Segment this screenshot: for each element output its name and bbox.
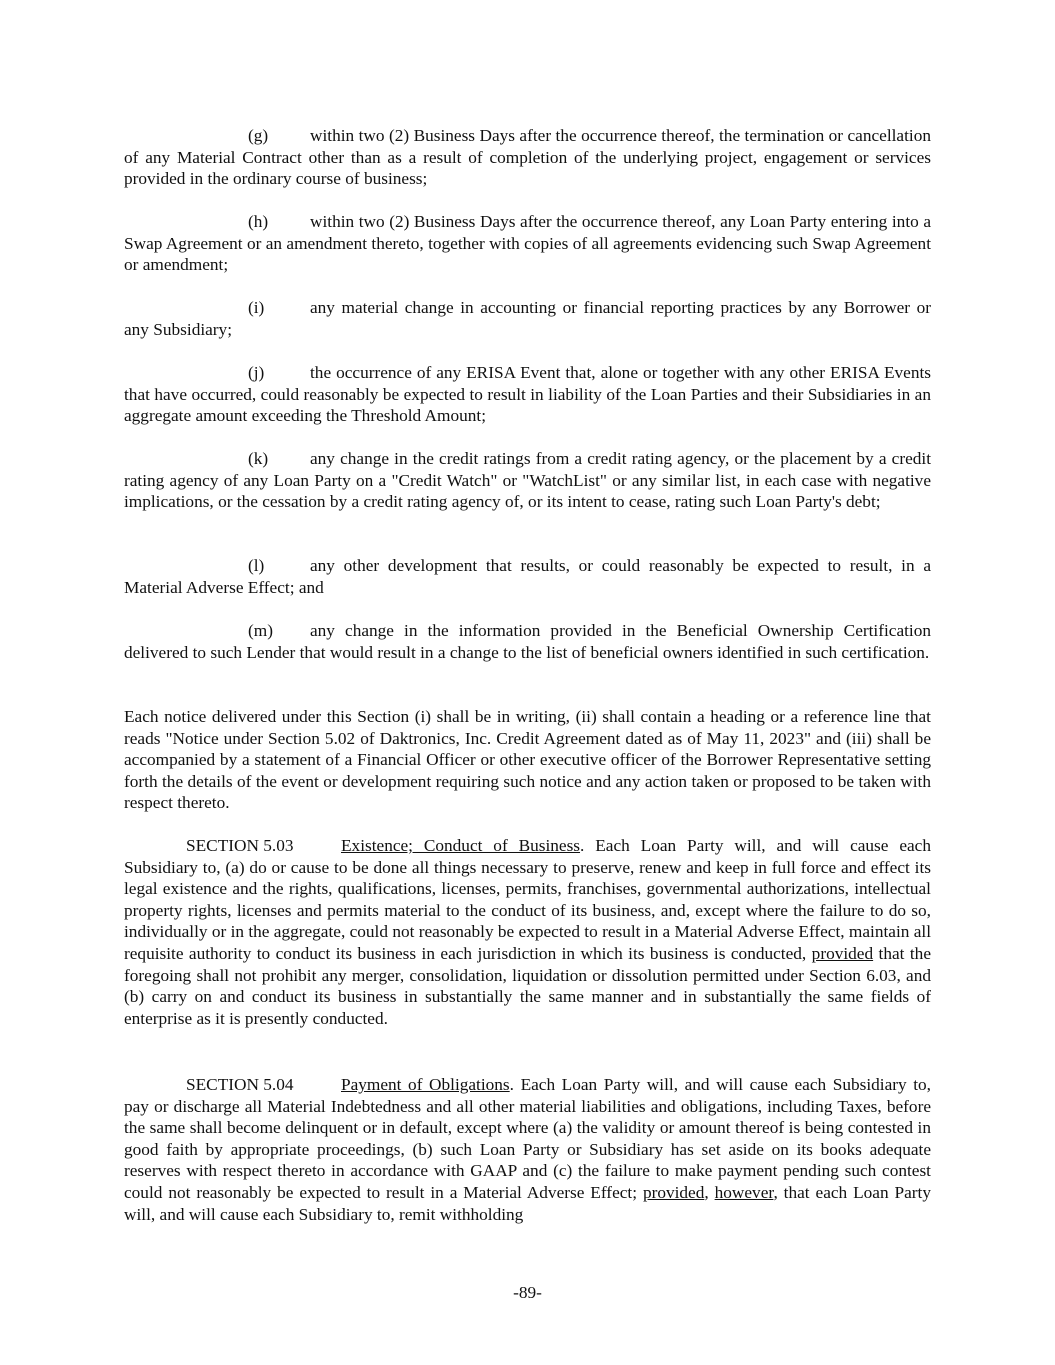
clause-g xyxy=(124,125,931,190)
clause-i xyxy=(124,297,931,340)
clause-text: the occurrence of any ERISA Event that, alone or together with any other ERISA Events that have occurred, could reasonably be expected to result in liability of the Loan Parties and their Subsidiaries in an aggregate amount exceeding the Threshold Amount; xyxy=(124,363,931,426)
section-title: Payment of Obligations xyxy=(341,1075,510,1094)
clause-label: (l) xyxy=(248,556,265,575)
however-term: however xyxy=(714,1182,774,1202)
clause-text: any change in the information provided in the Beneficial Ownership Certification delivered to such Lender that would result in a change to the list of beneficial owners identified in such certification. xyxy=(124,621,931,662)
section-number: SECTION 5.04 xyxy=(186,1075,294,1094)
clause-h xyxy=(124,211,931,276)
section-text: , that each Loan Party will, and will cause each Subsidiary to, remit withholding xyxy=(124,1182,932,1224)
clause-j xyxy=(124,362,931,427)
clause-text: within two (2) Business Days after the occurrence thereof, any Loan Party entering into a Swap Agreement or an amendment thereto, together with copies of all agreements evidencing such Swap Agreement or amendment; xyxy=(124,212,931,275)
provided-term: provided xyxy=(642,1182,705,1202)
clause-text: within two (2) Business Days after the occurrence thereof, the termination or cancellation of any Material Contract other than as a result of completion of the underlying project, engagement or services provided in the ordinary course of business; xyxy=(124,126,931,189)
clause-label: (j) xyxy=(248,363,265,382)
clause-label: (i) xyxy=(248,298,265,317)
section-5-03 xyxy=(124,835,931,1029)
section-title: Existence; Conduct of Business xyxy=(341,836,581,855)
provided-term: provided xyxy=(811,943,874,963)
clause-label: (h) xyxy=(248,212,269,231)
page-number: -89- xyxy=(513,1283,542,1302)
section-number: SECTION 5.03 xyxy=(186,836,294,855)
clause-text: any material change in accounting or financial reporting practices by any Borrower or any Subsidiary; xyxy=(124,298,931,339)
clause-label: (m) xyxy=(248,621,273,640)
clause-text: any other development that results, or could reasonably be expected to result, in a Material Adverse Effect; and xyxy=(124,556,931,597)
clause-k xyxy=(124,448,931,513)
section-text: . Each Loan Party will, and will cause each Subsidiary to, (a) do or cause to be done all things necessary to preserve, renew and keep in full force and effect its legal existence and the rights, qualifications, licenses, permits, franchises, governmental authorizations, intellectual property rights, licenses and permits material to the conduct of its business, and, except where the failure to do so, individually or in the aggregate, could not reasonably be expected to result in a Material Adverse Effect, maintain all requisite authority to conduct its business in each jurisdiction in which its business is conducted, xyxy=(124,836,931,963)
notice-paragraph: Each notice delivered under this Section (i) shall be in writing, (ii) shall contain a heading or a reference line that reads "Notice under Section 5.02 of Daktronics, Inc. Credit Agreement dated as of May 11, 2023" and (iii) shall be accompanied by a statement of a Financial Officer or other executive officer of the Borrower Representative setting forth the details of the event or development requiring such notice and any action taken or proposed to be taken with respect thereto. xyxy=(124,707,931,813)
section-5-04 xyxy=(124,1074,931,1225)
section-text: . Each Loan Party will, and will cause each Subsidiary to, pay or discharge all Material Indebtedness and all other material liabilities and obligations, including Taxes, before the same shall become delinquent or in default, except where (a) the validity or amount thereof is being contested in good faith by appropriate proceedings, (b) such Loan Party or Subsidiary has set aside on its books adequate reserves with respect thereto in accordance with GAAP and (c) the failure to make payment pending such contest could not reasonably be expected to result in a Material Adverse Effect; xyxy=(124,1075,931,1202)
clause-m xyxy=(124,620,931,663)
clause-label: (k) xyxy=(248,449,269,468)
clause-l xyxy=(124,555,931,598)
separator-text: , xyxy=(704,1182,715,1202)
clause-label: (g) xyxy=(248,126,269,145)
clause-text: any change in the credit ratings from a credit rating agency, or the placement by a credit rating agency of any Loan Party on a "Credit Watch" or "WatchList" or any similar list, in each case with negative implications, or the cessation by a credit rating agency of, or its intent to cease, rating such Loan Party's debt; xyxy=(124,449,931,512)
section-text: that the foregoing shall not prohibit any merger, consolidation, liquidation or dissolution permitted under Section 6.03, and (b) carry on and conduct its business in substantially the same manner and in substantially the same fields of enterprise as it is presently conducted. xyxy=(124,943,931,1028)
